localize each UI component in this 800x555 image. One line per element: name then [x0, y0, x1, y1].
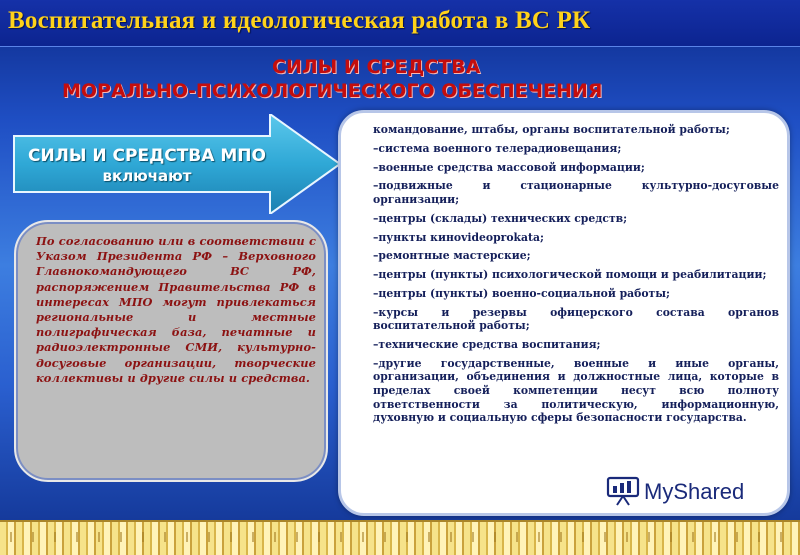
- list-item: –военные средства массовой информации;: [373, 160, 645, 174]
- list-item: командование, штабы, органы воспитательной работы;: [373, 123, 730, 136]
- arrow-label-line-1: СИЛЫ И СРЕДСТВА МПО: [28, 146, 266, 166]
- list-item: –центры (склады) технических средств;: [373, 211, 628, 225]
- list-item: –центры (пункты) военно-социальной работы;: [373, 286, 671, 300]
- forces-list: [373, 123, 779, 430]
- ornamental-footer: [0, 520, 800, 555]
- presentation-board-icon: [606, 476, 640, 506]
- list-item: –курсы и резервы офицерского состава органов воспитательной работы;: [373, 305, 779, 333]
- heading-line-1: СИЛЫ И СРЕДСТВА: [272, 56, 481, 78]
- list-item: –пункты кинovideoprokata;: [373, 230, 544, 244]
- watermark-text: MyShared: [644, 479, 745, 504]
- right-list-box: [338, 110, 790, 516]
- list-item: –центры (пункты) психологической помощи и реабилитации;: [373, 268, 767, 282]
- slide-title: Воспитательная и идеологическая работа в ВС РК: [8, 7, 591, 34]
- list-item: –технические средства воспитания;: [373, 338, 601, 351]
- left-info-text: По согласованию или в соответствии с Указом Президента РФ – Верховного Главнокомандующего ВС РФ, распоряжением Правительства РФ в интересах МПО могут привлекаться региональные и местные полиграфическая база, печатные и радиоэлектронные СМИ, культурно-досуговые организации, творческие коллективы и другие силы и средства.: [36, 234, 316, 385]
- myshared-watermark[interactable]: [604, 476, 774, 506]
- slide-title-bar: [0, 0, 800, 47]
- heading-line-2: МОРАЛЬНО-ПСИХОЛОГИЧЕСКОГО ОБЕСПЕЧЕНИЯ: [62, 80, 603, 102]
- arrow-label-line-2: включают: [102, 167, 192, 185]
- arrow-label: [22, 146, 272, 186]
- list-item: –система военного телерадиовещания;: [373, 141, 622, 155]
- list-item: –подвижные и стационарные культурно-досуговые организации;: [373, 179, 779, 206]
- list-item: –другие государственные, военные и иные органы, организации, объединения и должностные лица, которые в пределах своей компетенции несут всю полноту ответственности за политическую, информационную, духовную и социальную сферы безопасности государства.: [373, 356, 779, 425]
- left-info-box: [14, 220, 328, 482]
- list-item: –ремонтные мастерские;: [373, 249, 531, 263]
